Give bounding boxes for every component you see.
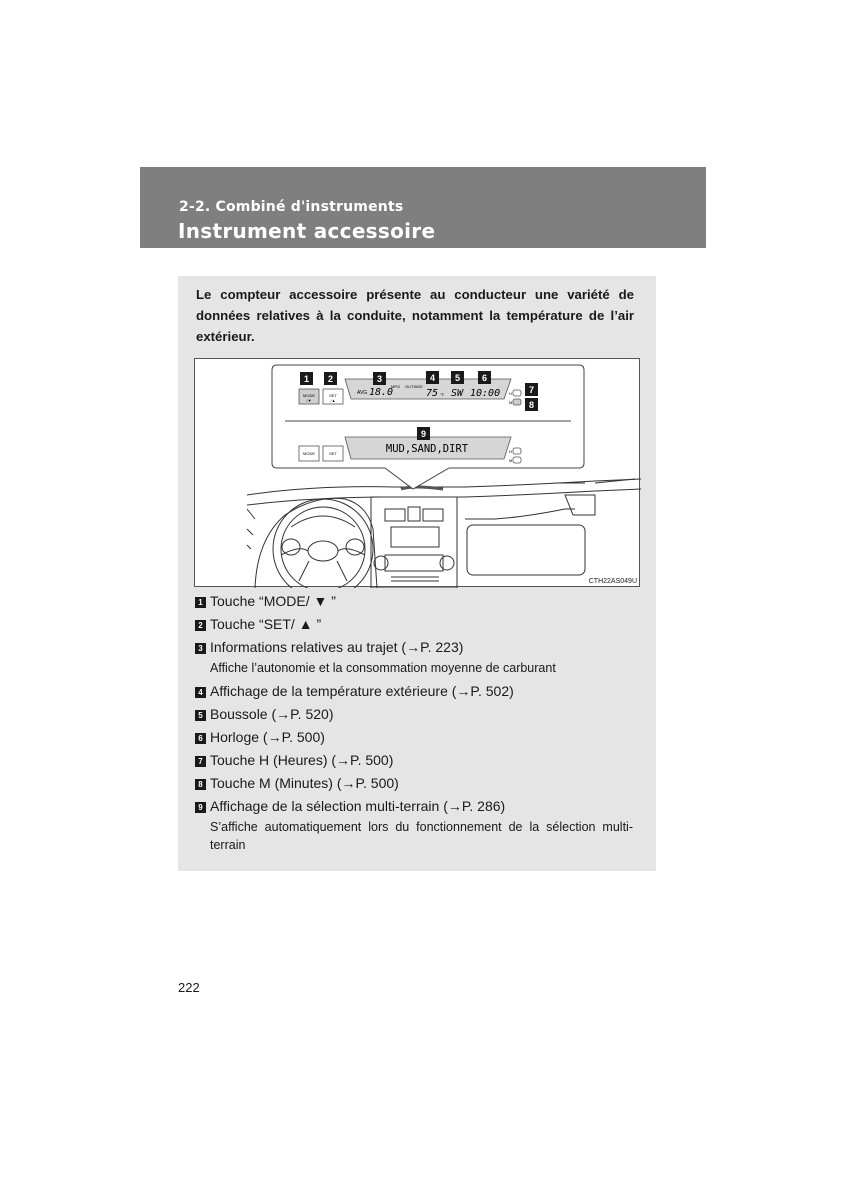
callout-6: 6: [481, 373, 488, 383]
legend-number-badge: 8: [195, 779, 206, 790]
legend-item: [195, 682, 641, 705]
legend-item: [195, 774, 641, 797]
legend-number-badge: 1: [195, 597, 206, 608]
legend-text: Informations relatives au trajet (→P. 223): [210, 639, 464, 655]
set-button-label-bottom: SET: [329, 451, 337, 456]
temp-unit: °F: [440, 392, 445, 397]
callout-1: 1: [303, 374, 310, 384]
instrument-figure: [194, 358, 640, 587]
legend-number-badge: 7: [195, 756, 206, 767]
legend-text: Touche “MODE/ ▼ ”: [210, 593, 336, 609]
callout-3: 3: [376, 374, 383, 384]
outside-label: OUTSIDE: [405, 384, 423, 389]
legend-item: [195, 638, 641, 677]
legend-item: [195, 592, 641, 615]
legend-item: [195, 705, 641, 728]
m-button-graphic-bottom: [513, 457, 521, 463]
h-button-graphic: [513, 390, 521, 396]
legend-item: [195, 615, 641, 638]
legend-list: [195, 592, 641, 859]
callout-2: 2: [327, 374, 334, 384]
h-button-graphic-bottom: [513, 448, 521, 454]
page-title: Instrument accessoire: [178, 219, 436, 243]
dashboard-drawing: [247, 479, 641, 588]
legend-number-badge: 4: [195, 687, 206, 698]
legend-text: Touche M (Minutes) (→P. 500): [210, 775, 399, 791]
legend-number-badge: 5: [195, 710, 206, 721]
m-label-top: M: [509, 400, 513, 405]
legend-number-badge: 2: [195, 620, 206, 631]
clock-value: 10:00: [470, 388, 501, 399]
callout-5: 5: [454, 373, 461, 383]
legend-number-badge: 9: [195, 802, 206, 813]
legend-number-badge: 6: [195, 733, 206, 744]
legend-description: S’affiche automatiquement lors du fonctionnement de la sélection multi-terrain: [210, 820, 633, 852]
h-label-bottom: H: [509, 449, 512, 454]
legend-number-badge: 3: [195, 643, 206, 654]
legend-item: [195, 797, 641, 854]
mode-button-label: MODE: [303, 393, 315, 398]
content-box: [178, 276, 656, 871]
legend-text: Boussole (→P. 520): [210, 706, 334, 722]
chapter-header: [140, 167, 706, 248]
intro-text: Le compteur accessoire présente au conducteur une variété de données relatives à la conduite, notamment la température de l’air extérieur.: [196, 287, 634, 344]
set-button-label: SET: [329, 393, 337, 398]
section-label: 2-2. Combiné d'instruments: [179, 199, 404, 215]
dashboard-illustration: [195, 359, 641, 588]
callout-7: 7: [528, 385, 535, 395]
mode-button-symbol: /▼: [306, 398, 312, 403]
set-button-symbol: /▲: [330, 398, 336, 403]
legend-description: Affiche l’autonomie et la consommation moyenne de carburant: [210, 661, 556, 675]
page-number: 222: [178, 980, 200, 995]
legend-item: [195, 751, 641, 774]
legend-text: Affichage de la sélection multi-terrain (→P. 286): [210, 798, 506, 814]
legend-text: Affichage de la température extérieure (→P. 502): [210, 683, 514, 699]
legend-text: Touche H (Heures) (→P. 500): [210, 752, 394, 768]
mode-button-label-bottom: MODE: [303, 451, 315, 456]
compass-value: SW: [451, 388, 464, 399]
figure-code: CTH22AS049U: [588, 578, 637, 585]
legend-text: Touche “SET/ ▲ ”: [210, 616, 322, 632]
m-label-bottom: M: [509, 458, 513, 463]
legend-item: [195, 728, 641, 751]
h-label-top: H: [509, 391, 512, 396]
mpg-value: 18.0: [369, 387, 394, 398]
legend-text: Horloge (→P. 500): [210, 729, 325, 745]
m-button-graphic: [513, 399, 521, 405]
mpg-unit: MPG: [391, 384, 401, 389]
callout-8: 8: [528, 400, 535, 410]
callout-9: 9: [420, 429, 427, 439]
temp-value: 75: [426, 388, 439, 399]
avg-label: AVG: [357, 390, 368, 396]
callout-4: 4: [429, 373, 436, 383]
terrain-text: MUD,SAND,DIRT: [385, 443, 469, 455]
